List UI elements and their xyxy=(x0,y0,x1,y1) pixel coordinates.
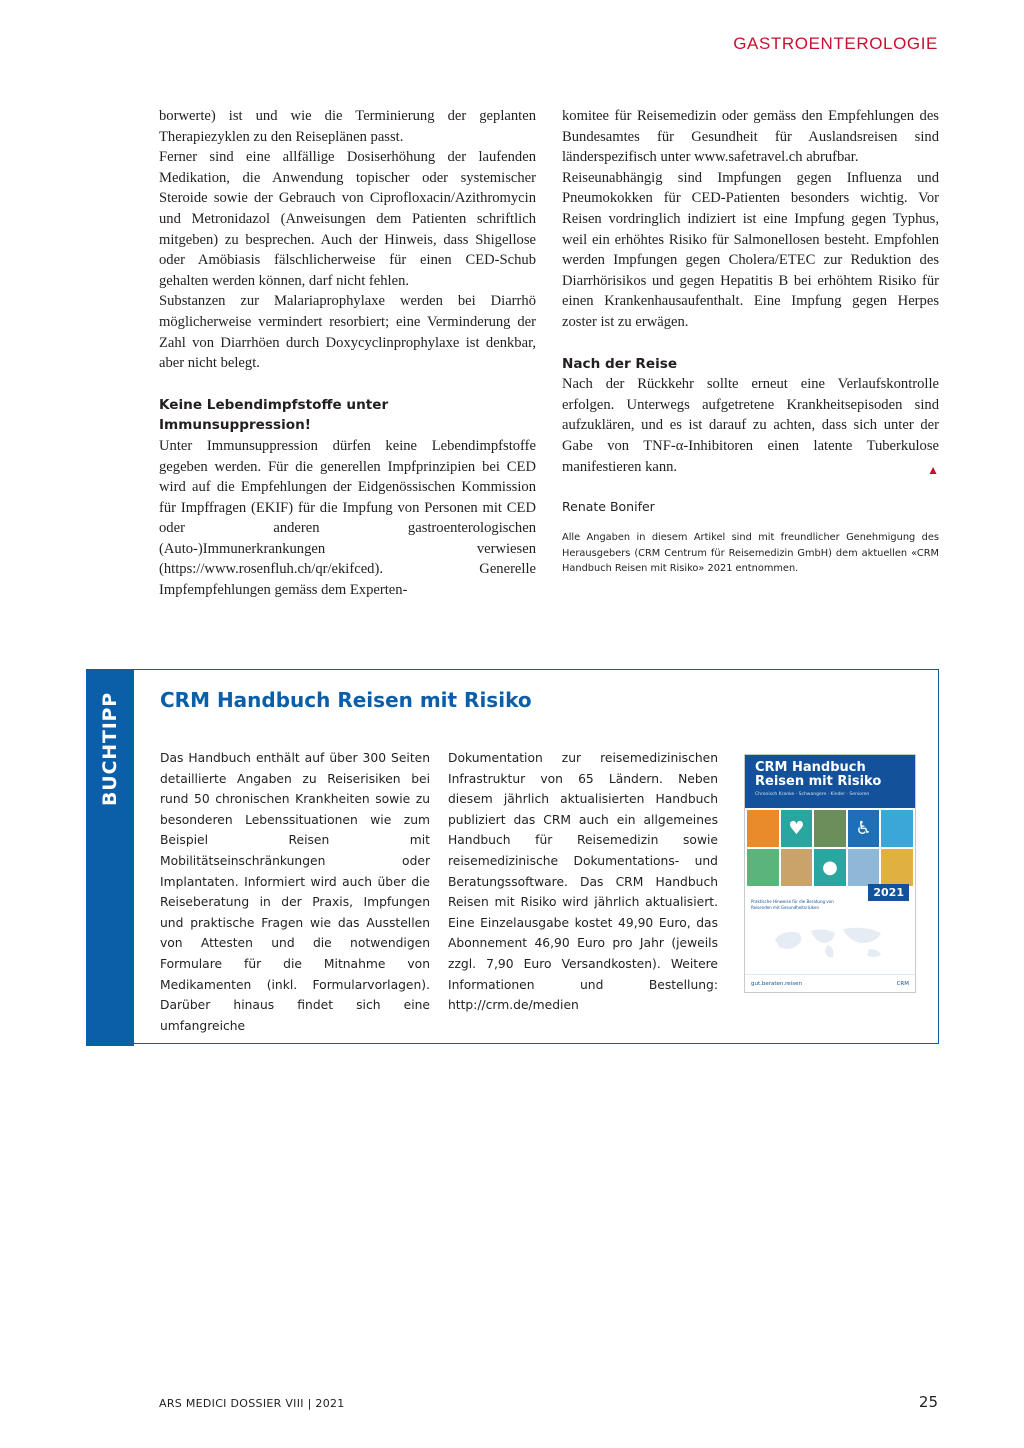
book-cover-footer xyxy=(745,974,915,992)
book-tip-box xyxy=(86,669,939,1044)
publication-footer: ARS MEDICI DOSSIER VIII | 2021 xyxy=(159,1397,345,1410)
article-left-column xyxy=(159,106,536,601)
book-tip-title: CRM Handbuch Reisen mit Risiko xyxy=(160,688,532,712)
subheading-live-vaccines: Keine Lebendimpfstoffe unter Immunsuppression! xyxy=(159,396,389,434)
cover-tile xyxy=(747,810,779,847)
cover-tile xyxy=(781,849,813,886)
page-number: 25 xyxy=(918,1393,938,1411)
cover-tile xyxy=(848,849,880,886)
subheading-after-travel: Nach der Reise xyxy=(562,355,678,372)
author-name: Renate Bonifer xyxy=(562,499,655,515)
book-cover-slogan: gut.beraten.reisen xyxy=(751,980,802,987)
paragraph: Substanzen zur Malariaprophylaxe werden bei Diarrhö möglicherweise vermindert resorbiert; eine Verminderung der Zahl von Diarrhöen durch Doxycyclinprophylaxe ist denkbar, aber nicht belegt. xyxy=(159,293,536,372)
cover-tile xyxy=(814,849,846,886)
cover-tile xyxy=(781,810,813,847)
heart-icon: ♥ xyxy=(788,818,805,839)
book-tip-label: BUCHTIPP xyxy=(99,691,121,807)
paragraph: Unter Immunsuppression dürfen keine Lebendimpfstoffe gegeben werden. Für die generellen Impfprinzipien bei CED wird auf die Empfehlungen der Eidgenössischen Kommission für Impffragen (EKIF) für die Impfung von Personen mit CED oder anderen gastroenterologischen (Auto-)Immunerkrankungen verwiesen (https://www.rosenfluh.ch/qr/ekifced). Generelle Impfempfehlungen gemäss dem Experten- xyxy=(159,437,536,599)
book-cover-photo-grid xyxy=(745,808,915,888)
paragraph xyxy=(562,374,939,477)
book-cover-image xyxy=(744,754,916,993)
cover-tile xyxy=(881,810,913,847)
book-cover-header xyxy=(745,755,915,808)
book-cover-blurb: Praktische Hinweise für die Beratung von Reisenden mit Gesundheitsrisiken xyxy=(751,899,834,910)
cover-tile xyxy=(747,849,779,886)
book-cover-subtitle: Chronisch Kranke · Schwangere · Kinder · Senioren xyxy=(755,792,870,797)
cover-tile xyxy=(814,810,846,847)
article-body xyxy=(159,106,939,601)
cover-tile xyxy=(881,849,913,886)
paragraph: borwerte) ist und wie die Terminierung der geplanten Therapiezyklen zu den Reiseplänen passt. xyxy=(159,108,536,145)
world-map-icon xyxy=(765,921,895,961)
book-tip-text-column-1: Das Handbuch enthält auf über 300 Seiten detaillierte Angaben zu Reiserisiken bei rund 50 chronischen Krankheiten sowie zu besonderen Lebenssituationen wie zum Beispiel Reisen mit Mobilitätseinschränkungen oder Implantaten. Informiert wird auch über die Reiseberatung in der Praxis, Impfungen und praktische Fragen wie das Ausstellen von Attesten und die notwendigen Formulare für die Mitnahme von Medikamenten (inkl. Formularvorlagen). Darüber hinaus findet sich eine umfangreiche xyxy=(160,751,430,1033)
book-tip-band xyxy=(86,669,134,1046)
paragraph: komitee für Reisemedizin oder gemäss den Empfehlungen des Bundesamtes für Gesundheit für Auslandsreisen sind länderspezifisch unter www.safetravel.ch abrufbar. xyxy=(562,108,939,166)
book-cover-title: CRM Handbuch Reisen mit Risiko xyxy=(755,760,882,789)
book-cover-year: 2021 xyxy=(868,884,909,901)
end-of-article-triangle-icon: ▲ xyxy=(927,462,939,477)
book-tip-text-column-2: Dokumentation zur reisemedizinischen Infrastruktur von 65 Ländern. Neben diesem jährlich aktualisierten Handbuch publiziert das CRM auch ein allgemeines Handbuch für Reisemedizin sowie reisemedizinische Dokumentations- und Beratungssoftware. Das CRM Handbuch Reisen mit Risiko wird jährlich aktualisiert. Eine Einzelausgabe kostet 49,90 Euro, das Abonnement 46,90 Euro pro Jahr (jeweils zzgl. 7,90 Euro Versandkosten). Weitere Informationen und Bestellung: http://crm.de/medien xyxy=(448,751,718,1013)
source-footnote: Alle Angaben in diesem Artikel sind mit freundlicher Genehmigung des Herausgebers (CRM Centrum für Reisemedizin GmbH) dem aktuellen «CRM Handbuch Reisen mit Risiko» 2021 entnommen. xyxy=(562,532,939,574)
paragraph: Ferner sind eine allfällige Dosiserhöhung der laufenden Medikation, die Anwendung topischer oder systemischer Steroide sowie der Gebrauch von Ciprofloxacin/Azithromycin und Metronidazol (Anweisungen dem Patienten schriftlich mitgeben) zu besprechen. Auch der Hinweis, dass Shigellose oder Amöbiasis fälschlicherweise für einen CED-Schub gehalten werden können, darf nicht fehlen. xyxy=(159,149,536,289)
pills-icon: ● xyxy=(822,857,838,878)
paragraph-text: Nach der Rückkehr sollte erneut eine Verlaufskontrolle erfolgen. Unterwegs aufgetretene Krankheitsepisoden sind aufzuklären, und es ist darauf zu achten, dass sich unter der Gabe von TNF-α-Inhibitoren einen latente Tuberkulose manifestieren kann. xyxy=(562,376,939,475)
cover-tile xyxy=(848,810,880,847)
section-header: GASTROENTEROLOGIE xyxy=(733,34,938,53)
wheelchair-icon: ♿ xyxy=(855,818,872,839)
article-right-column xyxy=(562,106,939,601)
crm-logo: CRM xyxy=(896,980,909,987)
paragraph: Reiseunabhängig sind Impfungen gegen Influenza und Pneumokokken für CED-Patienten besonders wichtig. Vor Reisen vordringlich indiziert ist eine Impfung gegen Typhus, weil ein erhöhtes Risiko für Salmonellosen besteht. Empfohlen werden Impfungen gegen Cholera/ETEC zur Reduktion des Diarrhörisikos und gegen Hepatitis B bei erhöhtem Risiko für einen Krankenhausaufenthalt. Eine Impfung gegen Herpes zoster ist zu erwägen. xyxy=(562,169,939,330)
